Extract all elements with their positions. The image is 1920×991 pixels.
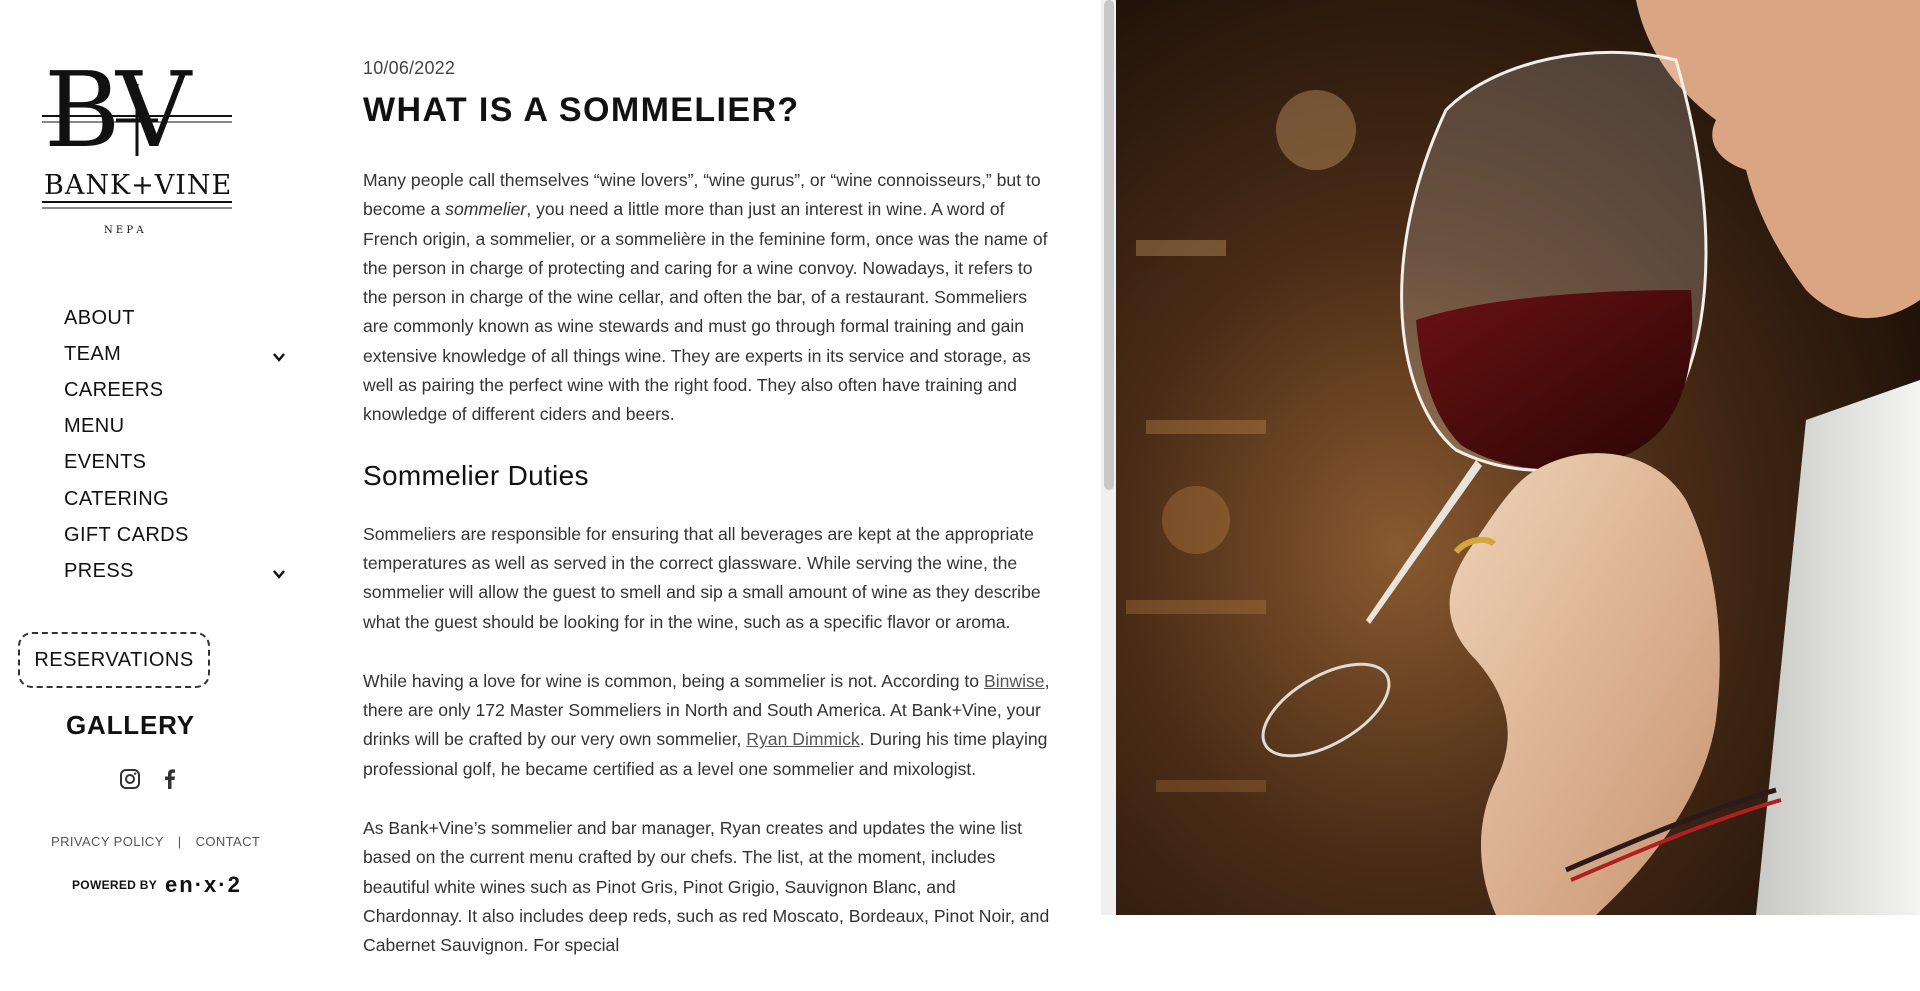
- nav-item-events[interactable]: [64, 445, 286, 481]
- nav-label: CATERING: [64, 487, 170, 510]
- text-segment: , you need a little more than just an interest in wine. A word of French origin, a sommelier, or a sommelière in the feminine form, once was the name of the person in charge of protecting and caring for a wine convoy. Nowadays, it refers to the person in charge of the wine cellar, and often the bar, of a restaurant. Sommeliers are commonly known as wine stewards and must go through formal training and gain extensive knowledge of all things wine. They are experts in its service and storage, as well as pairing the perfect wine with the right food. They also often have training and knowledge of different ciders and beers.: [363, 199, 1048, 425]
- article: [363, 58, 1053, 991]
- facebook-icon[interactable]: [158, 767, 182, 791]
- nav-label: PRESS: [64, 559, 134, 582]
- nav-label: TEAM: [64, 342, 122, 365]
- article-paragraph: [363, 667, 1053, 784]
- chevron-down-icon[interactable]: [272, 347, 286, 361]
- article-paragraph: Sommeliers are responsible for ensuring that all beverages are kept at the appropriate temperatures as well as served in the correct glassware. While serving the wine, the sommelier will allow the guest to smell and sip a small amount of wine as they describe what the guest should be looking for in the wine, such as a specific flavor or aroma.: [363, 523, 1041, 632]
- gallery-link[interactable]: GALLERY: [66, 710, 195, 740]
- text-emphasis: sommelier: [445, 199, 527, 220]
- reservations-button[interactable]: RESERVATIONS: [18, 632, 210, 688]
- svg-text:V: V: [116, 49, 192, 171]
- ryan-dimmick-link[interactable]: Ryan Dimmick: [746, 729, 860, 750]
- section-heading: Sommelier Duties: [363, 459, 589, 491]
- nav-item-press[interactable]: [64, 553, 286, 589]
- nav-item-catering[interactable]: [64, 481, 286, 517]
- powered-by-label: POWERED BY: [72, 878, 158, 892]
- logo-name: BANK+VINE: [44, 170, 233, 201]
- bank-vine-logo[interactable]: [42, 44, 232, 238]
- nav-label: GIFT CARDS: [64, 523, 189, 546]
- logo-sub: N E P A: [104, 225, 144, 236]
- enx2-logo: en·x·2: [165, 872, 242, 897]
- privacy-policy-link[interactable]: PRIVACY POLICY: [51, 834, 164, 849]
- nav-item-team[interactable]: [64, 336, 286, 372]
- nav-item-gift-cards[interactable]: [64, 517, 286, 553]
- svg-text:B: B: [44, 49, 121, 171]
- chevron-down-icon[interactable]: [272, 564, 286, 578]
- text-segment: Many people call themselves “wine lovers”, “wine gurus”, or “wine connoisseurs,” but to become a: [363, 170, 1041, 220]
- scrollbar-thumb[interactable]: [1104, 0, 1114, 490]
- footer-links: [51, 834, 260, 849]
- social-links: [118, 767, 182, 791]
- binwise-link[interactable]: Binwise: [983, 670, 1045, 691]
- text-segment: While having a love for wine is common, being a sommelier is not. According to: [363, 670, 984, 691]
- nav-label: EVENTS: [64, 451, 147, 474]
- text-segment: , there are only 172 Master Sommeliers in North and South America. At Bank+Vine, your drinks will be crafted by our very own sommelier,: [363, 670, 1050, 750]
- article-date: 10/06/2022: [363, 58, 456, 78]
- nav-item-about[interactable]: [64, 300, 286, 336]
- contact-link[interactable]: CONTACT: [195, 834, 261, 849]
- nav-item-menu[interactable]: [64, 409, 286, 445]
- nav-item-careers[interactable]: [64, 372, 286, 408]
- article-paragraph: [363, 166, 1053, 430]
- sommelier-photo: [1116, 0, 1920, 915]
- instagram-icon[interactable]: [118, 767, 142, 791]
- text-segment: . During his time playing professional golf, he became certified as a level one sommelier and mixologist.: [363, 729, 1048, 779]
- nav-label: CAREERS: [64, 378, 164, 401]
- sidebar: [0, 0, 300, 915]
- nav-label: MENU: [64, 415, 125, 438]
- article-paragraph: As Bank+Vine’s sommelier and bar manager, Ryan creates and updates the wine list based on the current menu crafted by our chefs. The list, at the moment, includes beautiful white wines such as Pinot Gris, Pinot Grigio, Sauvignon Blanc, and Chardonnay. It also includes deep reds, such as red Moscato, Bordeaux, Pinot Noir, and Cabernet Sauvignon. For special: [363, 818, 1050, 956]
- nav-label: ABOUT: [64, 306, 135, 329]
- article-title: WHAT IS A SOMMELIER?: [363, 91, 800, 129]
- footer-separator: |: [177, 834, 182, 849]
- main-nav: [64, 300, 286, 590]
- powered-by[interactable]: [72, 872, 242, 898]
